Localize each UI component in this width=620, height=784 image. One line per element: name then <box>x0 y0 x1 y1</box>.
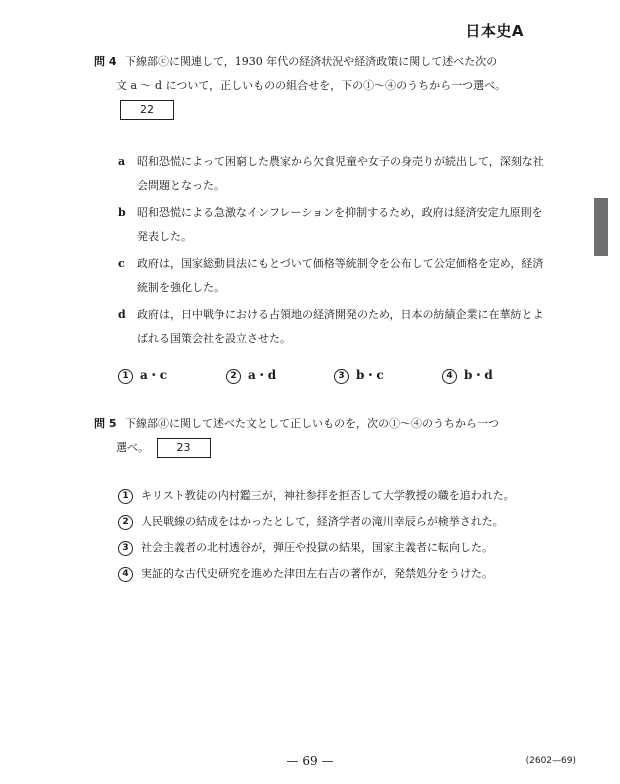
option-text: 社会主義者の北村透谷が，弾圧や投獄の結果，国家主義者に転向した。 <box>141 541 493 554</box>
statement-label: a <box>118 155 126 168</box>
choice-2[interactable] <box>226 366 276 384</box>
choice-text: b・d <box>464 368 493 382</box>
statement-a <box>118 150 548 198</box>
option-1[interactable] <box>118 484 548 508</box>
circled-number-icon: 1 <box>118 369 133 384</box>
statement-d <box>118 303 548 351</box>
circled-number-icon: 4 <box>442 369 457 384</box>
choice-1[interactable] <box>118 366 167 384</box>
circled-number-icon: 2 <box>118 515 133 530</box>
answer-box-23[interactable]: 23 <box>157 438 211 458</box>
question-4-choices <box>118 366 548 390</box>
question-5-line-1: 下線部ⓓに関して述べた文として正しいものを，次の①～④のうちから一つ <box>124 417 499 430</box>
answer-box-22[interactable]: 22 <box>120 100 174 120</box>
statement-b <box>118 201 548 249</box>
page-code: (2602—69) <box>525 756 576 766</box>
question-4-line-1: 下線部ⓒに関連して，1930 年代の経済状況や経済政策に関して述べた次の <box>124 55 498 68</box>
choice-text: a・d <box>248 368 277 382</box>
statement-text: 政府は，日中戦争における占領地の経済開発のため，日本の紡績企業に在華紡とよばれる国策会社を設立させた。 <box>137 308 544 345</box>
circled-number-icon: 1 <box>118 489 133 504</box>
choice-3[interactable] <box>334 366 384 384</box>
circled-number-icon: 3 <box>334 369 349 384</box>
statement-text: 昭和恐慌による急激なインフレーションを抑制するため，政府は経済安定九原則を発表した。 <box>137 206 543 243</box>
choice-text: b・c <box>356 368 384 382</box>
statement-label: c <box>118 257 125 270</box>
question-5-prompt <box>94 412 554 460</box>
statement-text: 政府は，国家総動員法にもとづいて価格等統制令を公布して公定価格を定め，経済統制を強化した。 <box>137 257 544 294</box>
circled-number-icon: 2 <box>226 369 241 384</box>
section-tab-mark <box>594 198 608 256</box>
option-3[interactable] <box>118 536 548 560</box>
question-5-options <box>118 484 548 588</box>
page-number: — 69 — <box>286 754 334 768</box>
option-4[interactable] <box>118 562 548 586</box>
question-4-line-2: 文 a ～ d について，正しいものの組合せを，下の①～④のうちから一つ選べ。 <box>116 79 507 92</box>
statement-text: 昭和恐慌によって困窮した農家から欠食児童や女子の身売りが続出して，深刻な社会問題となった。 <box>137 155 544 192</box>
option-text: 実証的な古代史研究を進めた津田左右吉の著作が，発禁処分をうけた。 <box>141 567 493 580</box>
question-4-number: 問 4 <box>94 55 117 68</box>
subject-title: 日本史A <box>465 22 524 40</box>
question-5-number: 問 5 <box>94 417 117 430</box>
statement-c <box>118 252 548 300</box>
option-2[interactable] <box>118 510 548 534</box>
statement-label: b <box>118 206 126 219</box>
question-4-prompt <box>94 50 554 122</box>
circled-number-icon: 3 <box>118 541 133 556</box>
choice-4[interactable] <box>442 366 493 384</box>
statement-label: d <box>118 308 126 321</box>
question-4-statements <box>118 150 548 354</box>
choice-text: a・c <box>140 368 168 382</box>
option-text: キリスト教徒の内村鑑三が，神社参拝を拒否して大学教授の職を追われた。 <box>141 489 515 502</box>
option-text: 人民戦線の結成をはかったとして，経済学者の滝川幸辰らが検挙された。 <box>141 515 504 528</box>
question-5-line-2: 選べ。 <box>116 441 149 454</box>
circled-number-icon: 4 <box>118 567 133 582</box>
